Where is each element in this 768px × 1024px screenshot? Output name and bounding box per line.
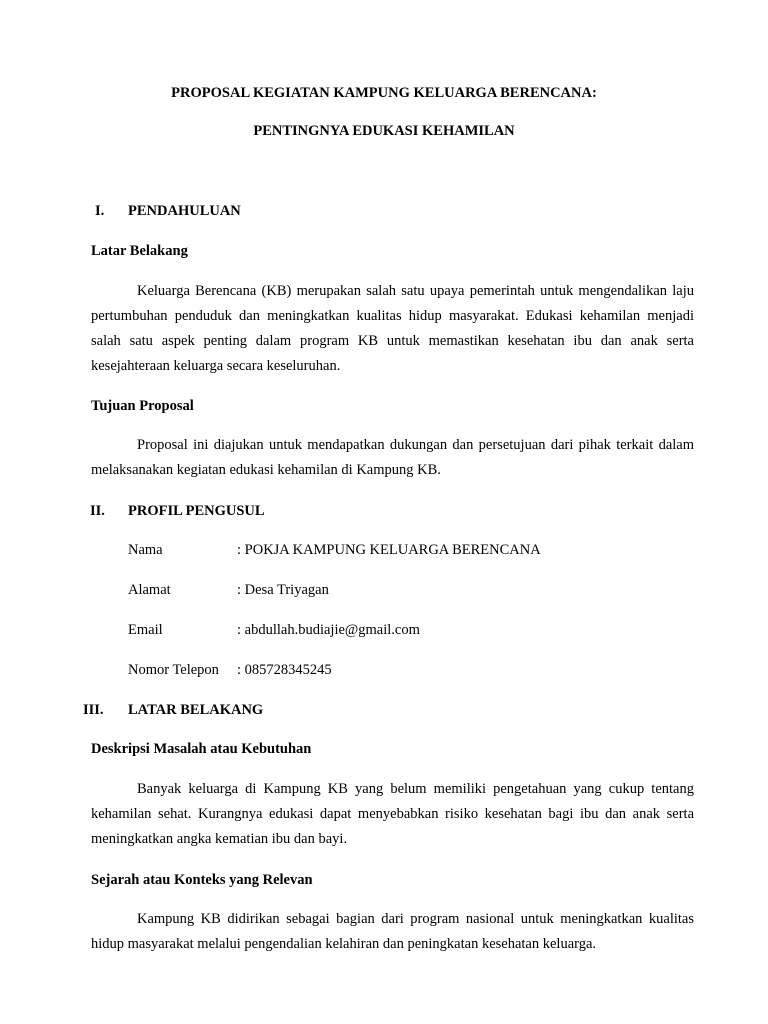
- document-title: PROPOSAL KEGIATAN KAMPUNG KELUARGA BERENCANA:: [171, 85, 597, 101]
- profile-label: Nomor Telepon: [128, 662, 219, 678]
- profile-label: Alamat: [128, 582, 171, 598]
- profile-row-email: [128, 622, 688, 642]
- subsection-heading: Sejarah atau Konteks yang Relevan: [91, 872, 313, 888]
- profile-value: : abdullah.budiajie@gmail.com: [237, 622, 420, 638]
- section-heading: PROFIL PENGUSUL: [128, 503, 265, 519]
- section-number: III.: [83, 702, 104, 718]
- profile-value: : Desa Triyagan: [237, 582, 329, 598]
- profile-row-telepon: [128, 662, 688, 682]
- profile-value: : POKJA KAMPUNG KELUARGA BERENCANA: [237, 542, 541, 558]
- section-number: II.: [90, 503, 105, 519]
- profile-row-nama: [128, 542, 688, 562]
- profile-value: : 085728345245: [237, 662, 332, 678]
- profile-label: Email: [128, 622, 163, 638]
- document-subtitle: PENTINGNYA EDUKASI KEHAMILAN: [253, 123, 515, 139]
- paragraph: Kampung KB didirikan sebagai bagian dari program nasional untuk meningkatkan kualitas hidup masyarakat melalui pengendalian kelahiran dan peningkatan kesehatan keluarga.: [91, 911, 694, 952]
- subsection-heading: Deskripsi Masalah atau Kebutuhan: [91, 741, 312, 757]
- profile-label: Nama: [128, 542, 163, 558]
- subsection-heading: Tujuan Proposal: [91, 398, 194, 414]
- section-number: I.: [95, 203, 105, 219]
- paragraph: Keluarga Berencana (KB) merupakan salah satu upaya pemerintah untuk mengendalikan laju pertumbuhan penduduk dan meningkatkan kualitas hidup masyarakat. Edukasi kehamilan menjadi salah satu aspek penting dalam program KB untuk memastikan kesehatan ibu dan anak serta kesejahteraan keluarga secara keseluruhan.: [91, 283, 694, 374]
- subsection-heading: Latar Belakang: [91, 243, 188, 259]
- section-heading: PENDAHULUAN: [128, 203, 241, 219]
- paragraph: Proposal ini diajukan untuk mendapatkan dukungan dan persetujuan dari pihak terkait dalam melaksanakan kegiatan edukasi kehamilan di Kampung KB.: [91, 437, 694, 478]
- section-heading: LATAR BELAKANG: [128, 702, 264, 718]
- profile-row-alamat: [128, 582, 688, 602]
- paragraph: Banyak keluarga di Kampung KB yang belum memiliki pengetahuan yang cukup tentang kehamilan sehat. Kurangnya edukasi dapat menyebabkan risiko kesehatan bagi ibu dan anak serta meningkatkan angka kematian ibu dan bayi.: [91, 781, 694, 847]
